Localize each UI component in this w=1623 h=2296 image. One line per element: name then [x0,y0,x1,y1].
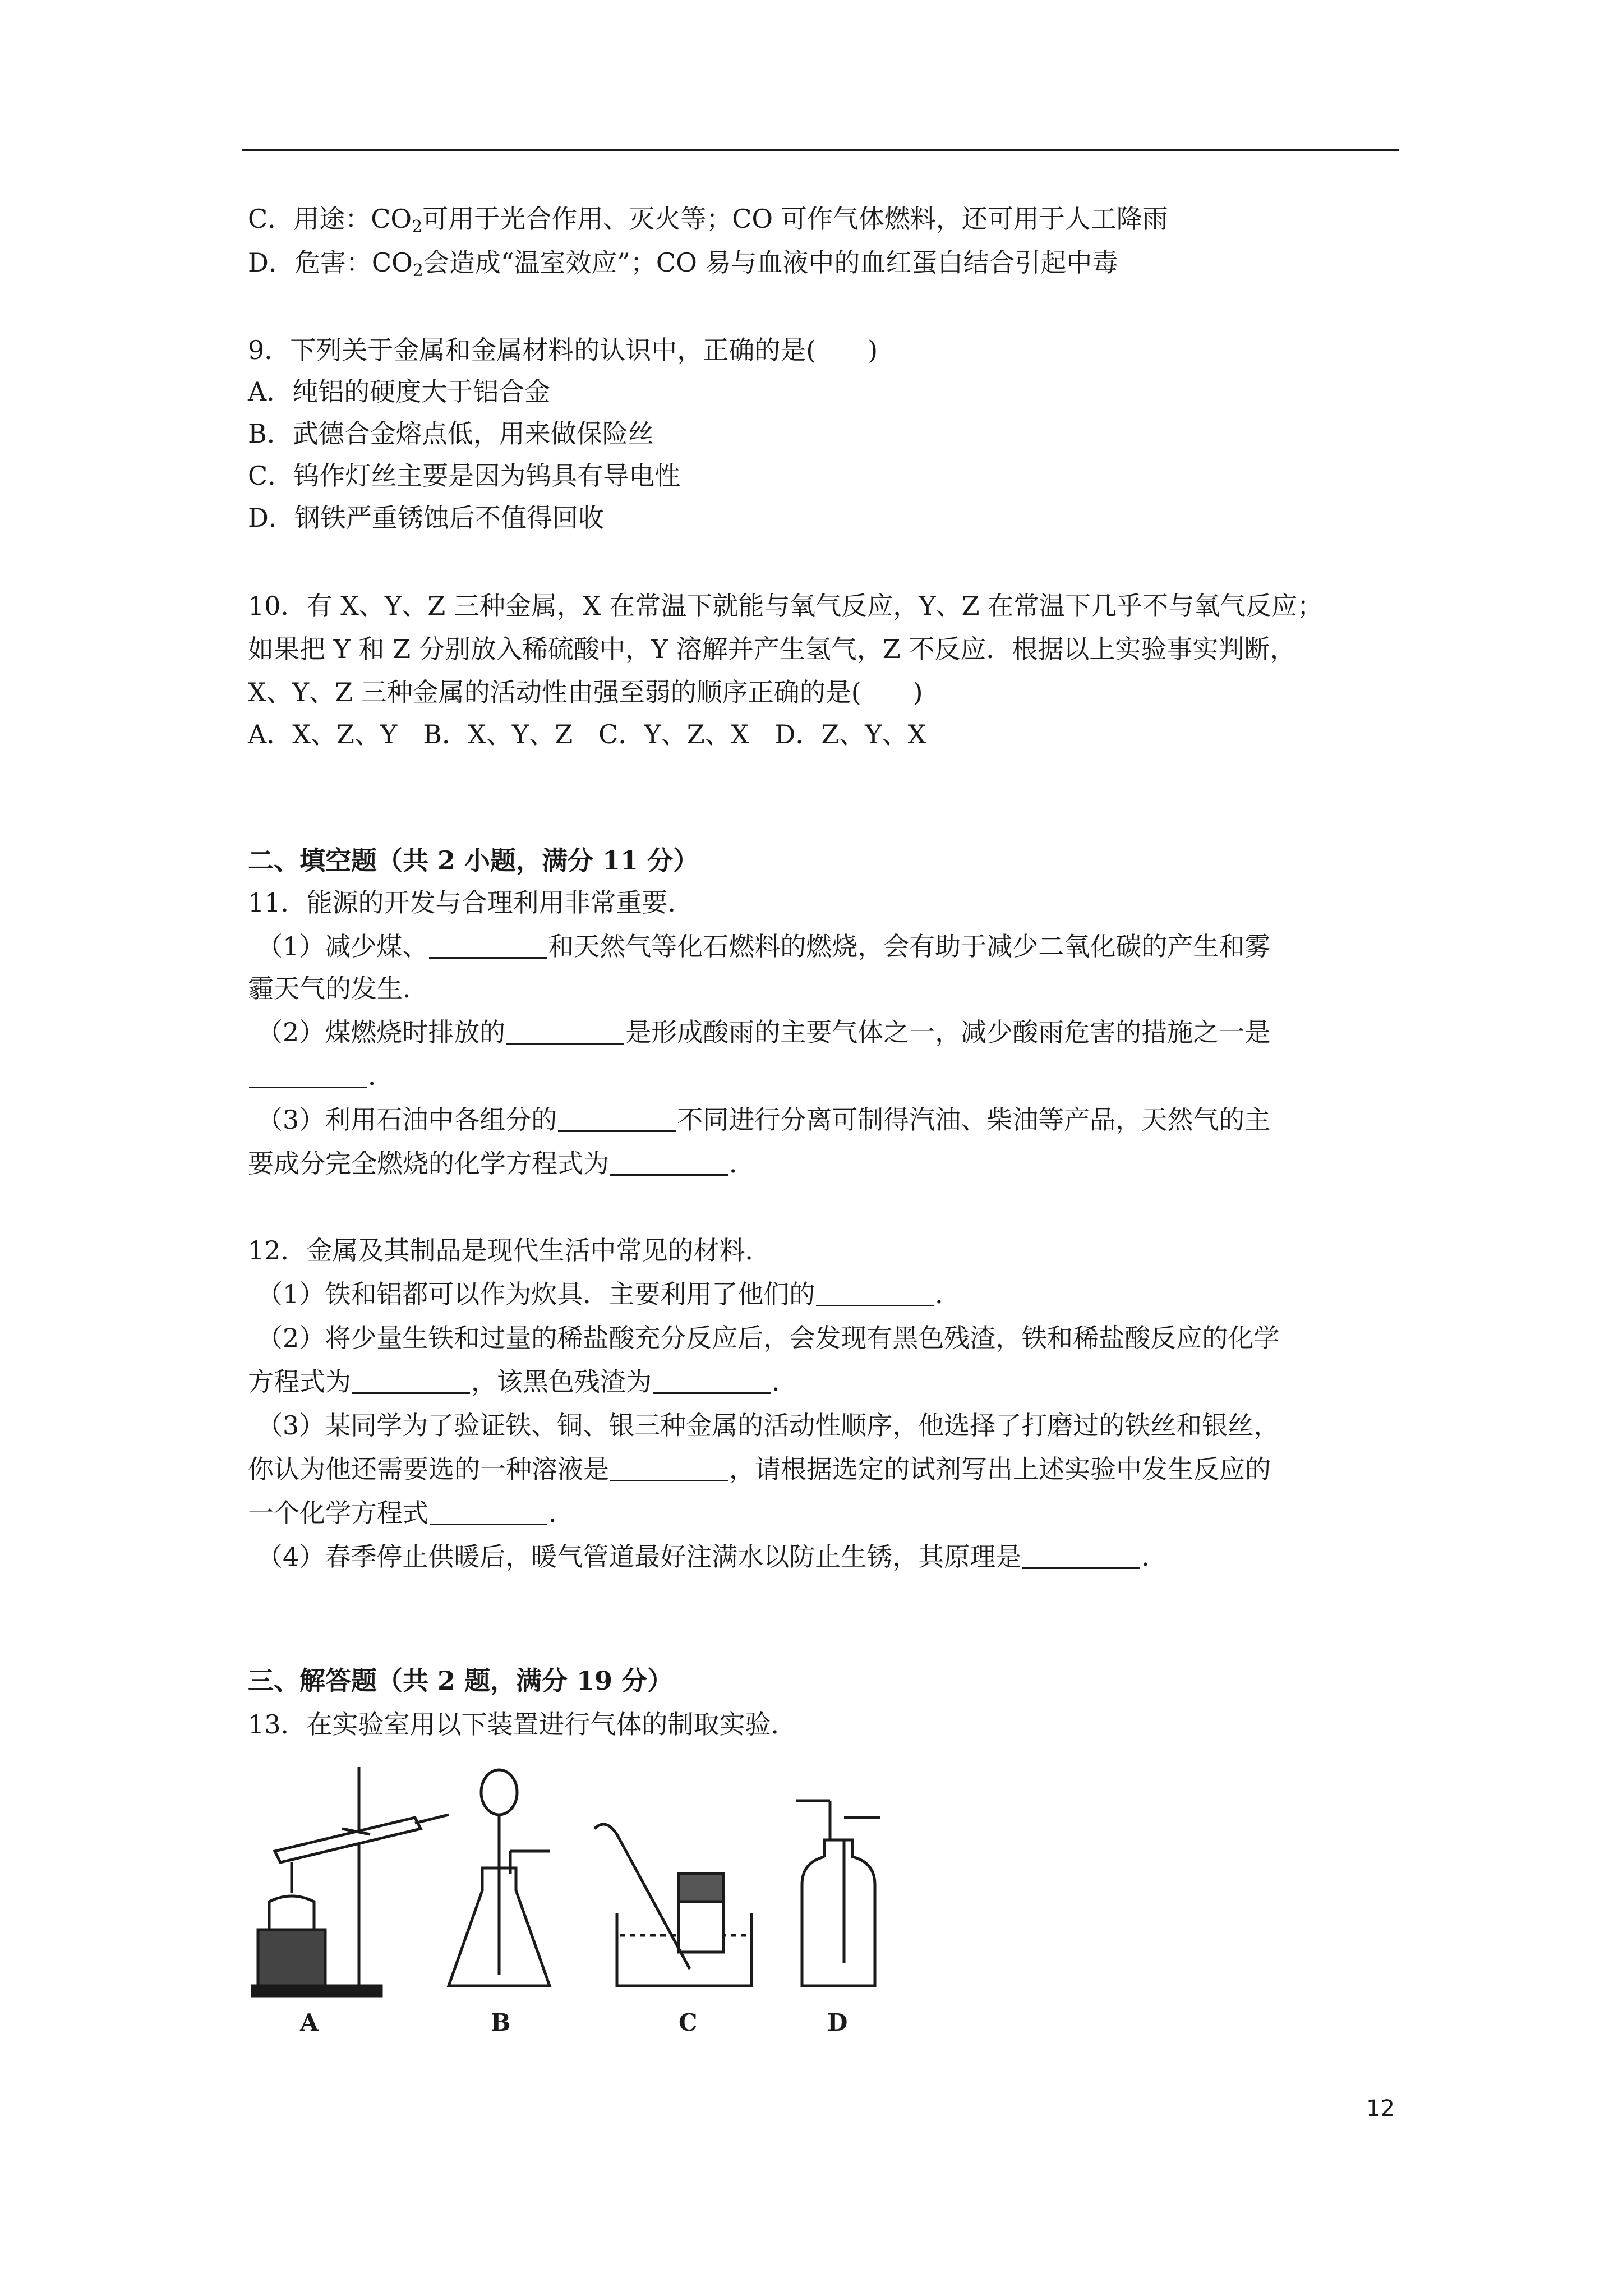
figure-label-d: D [827,2009,848,2036]
answer-blank [1022,1543,1140,1569]
answer-blank [430,1499,547,1525]
q11-part3-cont: 要成分完全燃烧的化学方程式为 ． [248,1148,755,1179]
q11-part1-cont: 霾天气的发生． [248,973,428,1004]
figure-label-b: B [491,2009,511,2036]
q12-part2: （2）将少量生铁和过量的稀盐酸充分反应后，会发现有黑色残渣，铁和稀盐酸反应的化学 [257,1323,1280,1353]
q12-part1: （1）铁和铝都可以作为炊具．主要利用了他们的 ． [257,1279,961,1309]
q9-stem: 9．下列关于金属和金属材料的认识中，正确的是( ) [248,335,878,365]
q9-option-c: C．钨作灯丝主要是因为钨具有导电性 [248,461,681,491]
answer-blank [352,1368,470,1394]
q12-part2-cont: 方程式为 ，该黑色残渣为 ． [248,1366,797,1397]
q9-option-d: D．钢铁严重锈蚀后不值得回收 [248,503,604,533]
q12-part3: （3）某同学为了验证铁、铜、银三种金属的活动性顺序，他选择了打磨过的铁丝和银丝， [257,1410,1280,1441]
q11-part1: （1）减少煤、 和天然气等化石燃料的燃烧，会有助于减少二氧化碳的产生和雾 [257,931,1271,961]
answer-blank [610,1149,728,1176]
q11-part3: （3）利用石油中各组分的 不同进行分离可制得汽油、柴油等产品，天然气的主 [257,1105,1271,1135]
q8-option-c: C．用途：$CO_2$可用于光合作用、灭火等；CO 可作气体燃料，还可用于人工降雨 [248,204,1168,237]
page-number: 12 [1366,2096,1395,2122]
apparatus-d-gas-bottle [796,1801,880,1986]
q9-option-b: B．武德合金熔点低，用来做保险丝 [248,418,654,449]
answer-blank [653,1368,771,1394]
q10-stem-line3: X、Y、Z 三种金属的活动性由强至弱的顺序正确的是( ) [248,677,923,707]
q9-option-a: A．纯铝的硬度大于铝合金 [248,376,551,407]
answer-blank [610,1455,728,1481]
q10-options: A．X、Z、Y B．X、Y、Z C．Y、Z、X D．Z、Y、X [248,719,926,749]
answer-blank [816,1280,934,1306]
q12-part3-cont2: 一个化学方程式 ． [248,1498,574,1528]
q12-part3-cont: 你认为他还需要选的一种溶液是 ，请根据选定的试剂写出上述实验中发生反应的 [248,1454,1271,1484]
q13-stem: 13．在实验室用以下装置进行气体的制取实验． [248,1709,797,1740]
apparatus-a-heating-tube [252,1767,449,1996]
q10-stem-line2: 如果把 Y 和 Z 分别放入稀硫酸中，Y 溶解并产生氢气，Z 不反应．根据以上实验事实判断， [248,634,1296,664]
answer-blank [506,1018,624,1045]
q11-stem: 11．能源的开发与合理利用非常重要． [248,887,694,918]
answer-blank [558,1106,676,1132]
header-rule [242,149,1399,151]
q11-part2: （2）煤燃烧时排放的 是形成酸雨的主要气体之一，减少酸雨危害的措施之一是 [257,1017,1271,1047]
q12-part4: （4）春季停止供暖后，暖气管道最好注满水以防止生锈，其原理是 ． [257,1542,1168,1572]
section2-title: 二、填空题（共 2 小题，满分 11 分） [248,845,699,876]
figure-label-c: C [679,2009,698,2036]
figure-label-a: A [300,2009,319,2036]
q8-option-d: D．危害：$CO_2$会造成“温室效应”；CO 易与血液中的血红蛋白结合引起中毒 [248,247,1118,280]
answer-blank [429,932,547,959]
apparatus-c-water-trough [594,1824,751,1986]
q10-stem-line1: 10．有 X、Y、Z 三种金属，X 在常温下就能与氧气反应，Y、Z 在常温下几乎不与氧气反应； [248,591,1324,621]
q11-part2-cont: ． [248,1059,394,1093]
answer-blank [249,1062,367,1088]
lab-apparatus-figure [236,1750,965,2042]
apparatus-b-conical-flask [449,1770,550,1986]
section3-title: 三、解答题（共 2 题，满分 19 分） [248,1665,674,1696]
q12-stem: 12．金属及其制品是现代生活中常见的材料． [248,1235,771,1266]
